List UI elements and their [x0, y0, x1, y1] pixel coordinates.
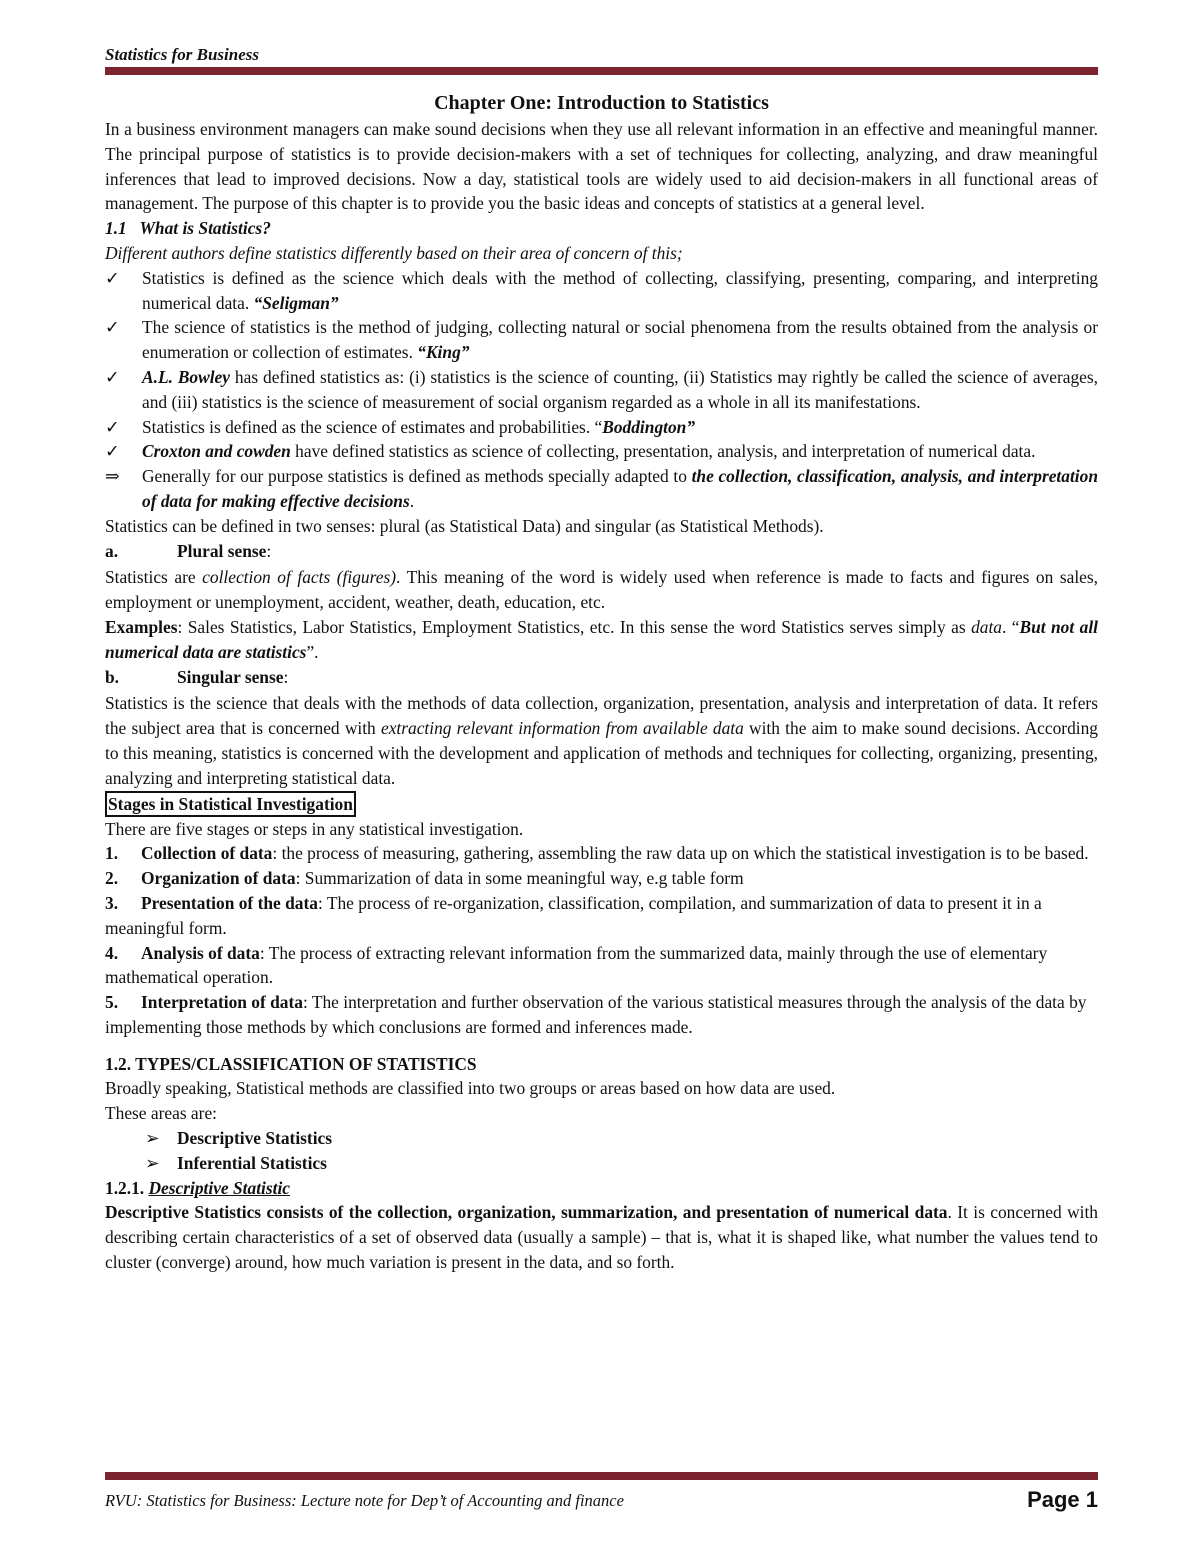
singular-sense-heading: b. Singular sense: [105, 666, 289, 687]
stages-heading: Stages in Statistical Investigation [105, 791, 356, 817]
section-1-2-heading: 1.2. TYPES/CLASSIFICATION OF STATISTICS [105, 1053, 477, 1074]
check-icon: ✓ [105, 267, 120, 288]
classification-lead: Broadly speaking, Statistical methods are classified into two groups or areas based on how data are used. [105, 1078, 836, 1099]
author-name: Boddington” [602, 416, 696, 437]
stage-item [105, 990, 1098, 1040]
arrow-bullet-icon: ➢ [145, 1128, 160, 1149]
footer-text: RVU: Statistics for Business: Lecture note for Dep’t of Accounting and finance [105, 1491, 624, 1510]
stage-description: : The process of re-organization, classification, compilation, and summarization of data to present it in a meaningful form. [105, 892, 1042, 938]
check-icon: ✓ [105, 317, 120, 338]
stage-item [105, 891, 1098, 941]
stage-description: : Summarization of data in some meaningful way, e.g table form [295, 868, 744, 889]
author-name: “King” [417, 342, 470, 363]
stage-number: 4. [105, 942, 119, 963]
header-rule [105, 67, 1098, 75]
two-senses-paragraph: Statistics can be defined in two senses: plural (as Statistical Data) and singular (as Statistical Methods). [105, 515, 824, 536]
stage-title: Presentation of the data [141, 892, 318, 913]
author-name: Croxton and cowden [142, 441, 291, 462]
section-1-1-heading: 1.1 What is Statistics? [105, 218, 271, 239]
author-name: A.L. Bowley [142, 366, 230, 387]
definition-item: ✓ The science of statistics is the method of judging, collecting natural or social phenomena from the results obtained from the analysis or enumeration or collection of estimates. “King” [105, 317, 1098, 363]
definition-item: ✓ Statistics is defined as the science which deals with the method of collecting, classifying, presenting, comparing, and interpreting numerical data. “Seligman” [105, 267, 1098, 313]
stage-title: Collection of data [141, 843, 273, 864]
stage-description: : the process of measuring, gathering, assembling the raw data up on which the statistical investigation is to be based. [272, 843, 1089, 864]
page [105, 44, 1098, 1275]
document-body [105, 90, 1098, 1275]
author-name: “Seligman” [253, 292, 339, 313]
stage-title: Interpretation of data [141, 992, 303, 1013]
stage-item [105, 841, 1098, 866]
check-icon: ✓ [105, 441, 120, 462]
definition-item: ✓ A.L. Bowley has defined statistics as: (i) statistics is the science of counting, (ii) Statistics may rightly be called the science of averages, and (iii) statistics is the science of measurement of social organism regarded as a whole in all its manifestations. [105, 366, 1099, 412]
arrow-bullet-icon: ➢ [145, 1152, 160, 1173]
stage-item [105, 941, 1098, 991]
stage-number: 2. [105, 868, 119, 889]
page-number: Page 1 [1027, 1487, 1098, 1512]
intro-paragraph: In a business environment managers can make sound decisions when they use all relevant information in an effective and meaningful manner. The principal purpose of statistics is to provide decision-makers with a set of techniques for collecting, analyzing, and draw meaningful inferences that lead to improved decisions. Now a day, statistical tools are widely used to aid decision-makers in all functional areas of management. The purpose of this chapter is to provide you the basic ideas and concepts of statistics at a general level. [105, 119, 1098, 214]
type-item-inferential: ➢ Inferential Statistics [105, 1151, 1098, 1176]
stage-title: Analysis of data [141, 942, 260, 963]
implies-arrow-icon: ⇒ [105, 466, 120, 487]
stage-number: 5. [105, 992, 119, 1013]
stages-list [105, 841, 1098, 1039]
type-item-descriptive: ➢ Descriptive Statistics [105, 1126, 1098, 1151]
classification-lead-2: These areas are: [105, 1103, 217, 1124]
footer-rule [105, 1472, 1098, 1480]
stage-number: 1. [105, 843, 119, 864]
plural-sense-paragraph: Statistics are collection of facts (figures). This meaning of the word is widely used when reference is made to facts and figures on sales, employment or unemployment, accident, weather, death, education, etc. [105, 567, 1099, 613]
footer [105, 1487, 1098, 1515]
definition-item: ✓ Croxton and cowden have defined statistics as science of collecting, presentation, analysis, and interpretation of numerical data. [105, 439, 1098, 464]
stage-item [105, 866, 1098, 891]
singular-sense-paragraph: Statistics is the science that deals with the methods of data collection, organization, presentation, analysis and interpretation of data. It refers the subject area that is concerned with extracting relevant information from available data with the aim to make sound decisions. According to this meaning, statistics is concerned with the development and application of methods and techniques for collecting, organizing, presenting, analyzing and interpreting statistical data. [105, 693, 1098, 788]
chapter-title: Chapter One: Introduction to Statistics [434, 92, 769, 114]
header-title: Statistics for Business [105, 45, 259, 64]
check-icon: ✓ [105, 416, 120, 437]
general-definition-emphasis: the collection, classification, analysis, and interpretation of data for making effective decisions [142, 466, 1098, 511]
stage-description: : The interpretation and further observation of the various statistical measures through the analysis of the data by implementing those methods by which conclusions are formed and inferences made. [105, 992, 1087, 1037]
descriptive-statistics-paragraph: Descriptive Statistics consists of the collection, organization, summarization, and presentation of numerical data. It is concerned with describing certain characteristics of a set of observed data (usually a sample) – that is, what it is shaped like, what number the values tend to cluster (converge) around, how much variation is present in the data, and so forth. [105, 1202, 1099, 1273]
stage-description: : The process of extracting relevant information from the summarized data, mainly through the use of elementary mathematical operation. [105, 942, 1048, 988]
stage-title: Organization of data [141, 868, 296, 889]
definitions-lead: Different authors define statistics differently based on their area of concern of this; [105, 242, 683, 263]
stages-lead: There are five stages or steps in any statistical investigation. [105, 818, 524, 839]
check-icon: ✓ [105, 366, 120, 387]
general-definition: ⇒ Generally for our purpose statistics is defined as methods specially adapted to the collection, classification, analysis, and interpretation of data for making effective decisions. [105, 466, 1098, 511]
stage-number: 3. [105, 892, 119, 913]
plural-examples-paragraph: Examples: Sales Statistics, Labor Statistics, Employment Statistics, etc. In this sense the word Statistics serves simply as data. “But not all numerical data are statistics”. [105, 616, 1098, 662]
section-1-2-1-heading: 1.2.1. Descriptive Statistic [105, 1177, 291, 1198]
definition-item: ✓ Statistics is defined as the science of estimates and probabilities. “Boddington” [105, 415, 1098, 440]
plural-sense-heading: a. Plural sense: [105, 540, 272, 561]
stages-heading-line [105, 791, 1098, 817]
